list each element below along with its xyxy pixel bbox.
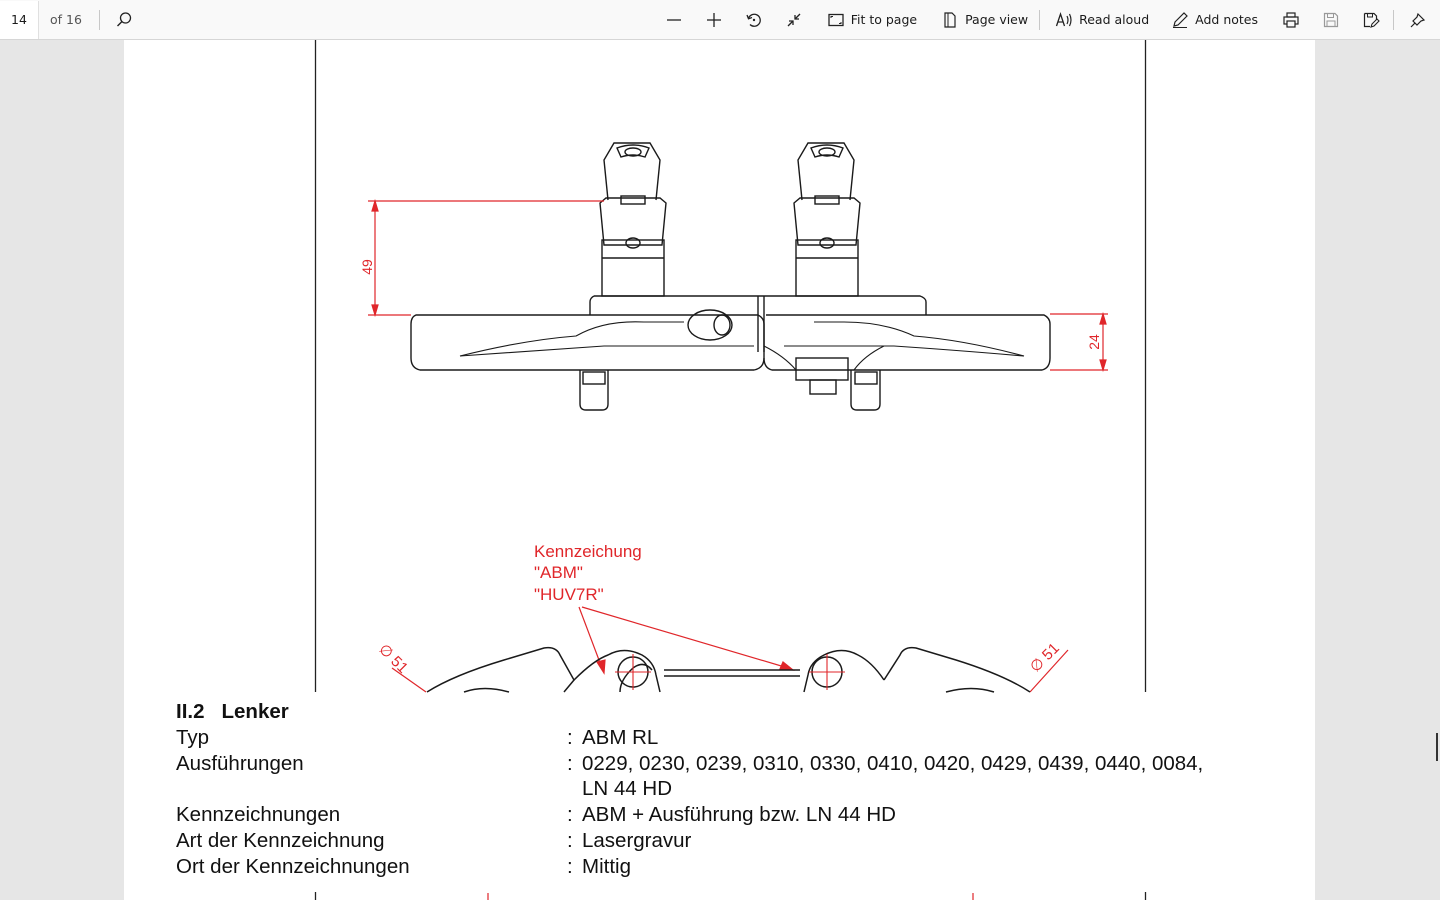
spec-value-continued: LN 44 HD bbox=[582, 777, 673, 800]
rotate-button[interactable] bbox=[738, 5, 770, 35]
save-button[interactable] bbox=[1315, 5, 1347, 35]
spec-value: ABM RL bbox=[582, 726, 659, 749]
spec-label: Typ bbox=[176, 726, 210, 749]
spec-colon: : bbox=[567, 803, 573, 826]
page-count: of 16 bbox=[50, 12, 82, 27]
triple-clamp-top-view bbox=[427, 648, 1030, 692]
marking-arrows bbox=[579, 607, 793, 673]
add-notes-label: Add notes bbox=[1195, 12, 1258, 27]
page-view-icon bbox=[941, 11, 959, 29]
save-as-button[interactable] bbox=[1355, 5, 1387, 35]
pen-icon bbox=[1171, 11, 1189, 29]
collapse-icon bbox=[785, 11, 803, 29]
pin-settings-icon bbox=[1409, 11, 1427, 29]
spec-label: Ort der Kennzeichnungen bbox=[176, 855, 410, 878]
spec-value: 0229, 0230, 0239, 0310, 0330, 0410, 0420, 0429, 0439, 0440, 0084, bbox=[582, 752, 1204, 775]
spec-label: Ausführungen bbox=[176, 752, 304, 775]
spec-value: Lasergravur bbox=[582, 829, 692, 852]
fit-to-page-button[interactable] bbox=[820, 5, 924, 35]
triple-clamp-side-view bbox=[411, 143, 1050, 410]
marking-label-line2: "ABM" bbox=[534, 563, 583, 582]
section-number: II.2 bbox=[176, 700, 205, 723]
scrollbar-thumb[interactable] bbox=[1436, 733, 1438, 761]
toolbar-divider bbox=[1393, 10, 1394, 30]
read-aloud-icon bbox=[1055, 11, 1073, 29]
print-button[interactable] bbox=[1275, 5, 1307, 35]
diameter-left-label: ∅ 51 bbox=[375, 640, 412, 677]
spec-colon: : bbox=[567, 855, 573, 878]
read-aloud-label: Read aloud bbox=[1079, 12, 1150, 27]
search-button[interactable] bbox=[108, 5, 140, 35]
section-heading bbox=[176, 700, 306, 724]
fit-to-page-label: Fit to page bbox=[850, 12, 918, 27]
fullscreen-button[interactable] bbox=[778, 5, 810, 35]
dimension-49 bbox=[368, 201, 604, 315]
centerlines bbox=[615, 654, 845, 690]
dimension-49-label: 49 bbox=[359, 259, 375, 275]
spec-label: Art der Kennzeichnung bbox=[176, 829, 385, 852]
rotate-icon bbox=[745, 11, 763, 29]
spec-colon: : bbox=[567, 726, 573, 749]
search-icon bbox=[115, 11, 133, 29]
spec-value: ABM + Ausführung bzw. LN 44 HD bbox=[582, 803, 896, 826]
fit-page-icon bbox=[827, 11, 845, 29]
page-number-input[interactable]: 14 bbox=[0, 1, 39, 39]
zoom-out-button[interactable] bbox=[658, 5, 690, 35]
page-view-label: Page view bbox=[965, 12, 1029, 27]
spec-colon: : bbox=[567, 829, 573, 852]
spec-value: Mittig bbox=[582, 855, 631, 878]
minus-icon bbox=[665, 11, 683, 29]
save-as-icon bbox=[1362, 11, 1380, 29]
spec-colon: : bbox=[567, 752, 573, 775]
save-icon bbox=[1322, 11, 1340, 29]
marking-label-line3: "HUV7R" bbox=[534, 585, 604, 604]
page-view-button[interactable] bbox=[934, 5, 1035, 35]
dimension-24-label: 24 bbox=[1086, 334, 1102, 350]
add-notes-button[interactable] bbox=[1164, 5, 1265, 35]
plus-icon bbox=[705, 11, 723, 29]
print-icon bbox=[1282, 11, 1300, 29]
marking-label-line1: Kennzeichung bbox=[534, 542, 642, 561]
pdf-toolbar bbox=[0, 0, 1440, 40]
zoom-in-button[interactable] bbox=[698, 5, 730, 35]
section-title: Lenker bbox=[221, 700, 289, 723]
spec-label: Kennzeichnungen bbox=[176, 803, 341, 826]
read-aloud-button[interactable] bbox=[1048, 5, 1156, 35]
toolbar-divider bbox=[1039, 10, 1040, 30]
diameter-right-label: ∅ 51 bbox=[1026, 639, 1063, 676]
toolbar-divider bbox=[99, 10, 100, 30]
settings-button[interactable] bbox=[1402, 5, 1434, 35]
pdf-page bbox=[124, 40, 1315, 900]
